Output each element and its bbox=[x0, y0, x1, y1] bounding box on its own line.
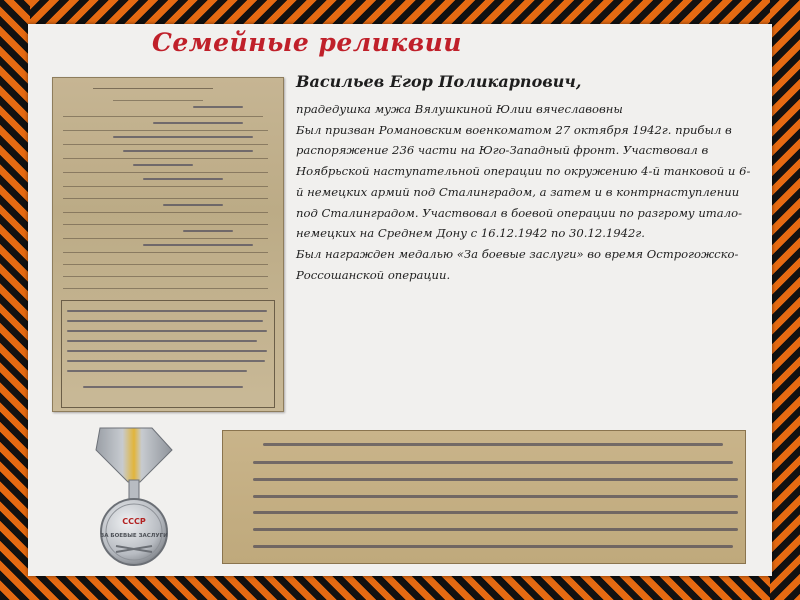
service-text: Был призван Романовским военкоматом 27 октября 1942г. прибыл в распоряжение 236 части на Юго-Западный фронт. Участвовал в Ноябрьской наступательной операции по окружению 4-й танковой и 6-й немецких армий под Сталинградом, а затем и в контрнаступлении под Сталинградом. Участвовал в боевой операции по разгрому итало-немецких на Среднем Дону с 16.12.1942 по 30.12.1942г. bbox=[296, 122, 751, 241]
st-george-ribbon-right bbox=[770, 0, 800, 600]
medal-for-battle-merit-icon bbox=[82, 420, 186, 570]
biography-block bbox=[296, 72, 756, 285]
relation-text: прадедушка мужа Вялушкиной Юлии вячеславовны bbox=[296, 102, 623, 116]
award-text: Был награжден медалью «За боевые заслуги» во время Острогожско-Россошанской операции. bbox=[296, 246, 739, 282]
person-name: Васильев Егор Поликарпович, bbox=[296, 72, 582, 91]
handwritten-citation-image bbox=[222, 430, 746, 564]
st-george-ribbon-left bbox=[0, 0, 30, 600]
archival-document-image bbox=[52, 77, 284, 412]
slide-title: Семейные реликвии bbox=[152, 28, 462, 57]
medal-text-merit: ЗА БОЕВЫЕ ЗАСЛУГИ bbox=[100, 533, 168, 539]
medal-text-ussr: СССР bbox=[122, 517, 146, 526]
